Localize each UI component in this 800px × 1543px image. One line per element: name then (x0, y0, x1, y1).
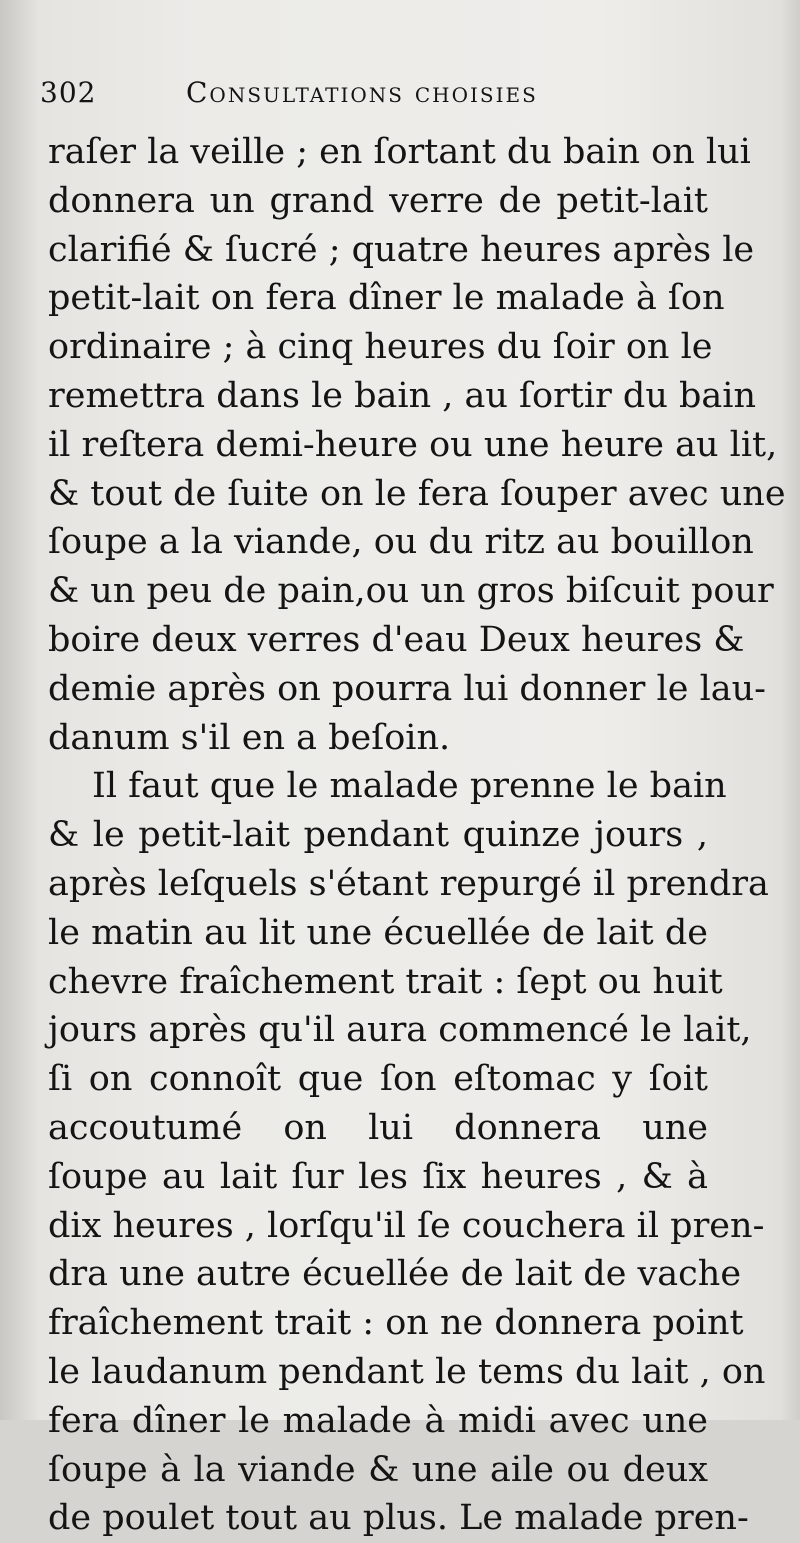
text-line: dra une autre écuellée de lait de vache (48, 1254, 742, 1295)
text-line: boire deux verres d'eau Deux heures & (48, 619, 745, 660)
text-line: dix heures , lorſqu'il ſe couchera il pren- (48, 1205, 765, 1246)
text-line: ſi on connoît que ſon eſtomac y ſoit (48, 1059, 708, 1100)
paragraph-end-line: danum s'il en a beſoin. (48, 717, 451, 758)
text-line: fraîchement trait : on ne donnera point (48, 1303, 744, 1344)
text-line: raſer la veille ; en ſortant du bain on lui (48, 132, 751, 172)
text-line: le laudanum pendant le tems du lait , on (48, 1351, 766, 1392)
text-line: le matin au lit une écuellée de lait de (48, 912, 708, 953)
text-line: demie après on pourra lui donner le lau- (48, 668, 766, 709)
text-line: & tout de ſuite on le fera ſouper avec une (48, 473, 786, 514)
page-number: 302 (40, 76, 97, 109)
text-line: ſoupe à la viande & une aile ou deux (48, 1449, 708, 1490)
text-line: accoutumé on lui donnera une (48, 1107, 708, 1148)
running-title: Consultations choisies (186, 76, 538, 109)
text-line: il reſtera demi-heure ou une heure au lit, (48, 424, 778, 465)
text-line: ordinaire ; à cinq heures du ſoir on le (48, 327, 713, 368)
text-line: chevre fraîchement trait : ſept ou huit (48, 961, 723, 1002)
text-line: & un peu de pain,ou un gros biſcuit pour (48, 571, 774, 612)
text-line: fera dîner le malade à midi avec une (48, 1400, 708, 1441)
text-line: jours après qu'il aura commencé le lait, (48, 1010, 752, 1051)
text-line: remettra dans le bain , au ſortir du bain (48, 375, 756, 416)
paragraph-start-line: Il faut que le malade prenne le bain (92, 766, 727, 807)
text-line: ſoupe a la viande, ou du ritz au bouillon (48, 522, 754, 563)
text-line: petit-lait on fera dîner le malade à ſon (48, 278, 725, 319)
text-line: clarifié & ſucré ; quatre heures après le (48, 229, 755, 270)
text-line: donnera un grand verre de petit-lait (48, 180, 708, 221)
text-line: de poulet tout au plus. Le malade pren- (48, 1498, 749, 1539)
body-text (48, 128, 786, 1543)
text-line: & le petit-lait pendant quinze jours , (48, 815, 708, 856)
text-line: après leſquels s'étant repurgé il prendra (48, 863, 769, 904)
text-line: ſoupe au lait ſur les ſix heures , & à (48, 1156, 708, 1197)
page-header (40, 76, 760, 122)
